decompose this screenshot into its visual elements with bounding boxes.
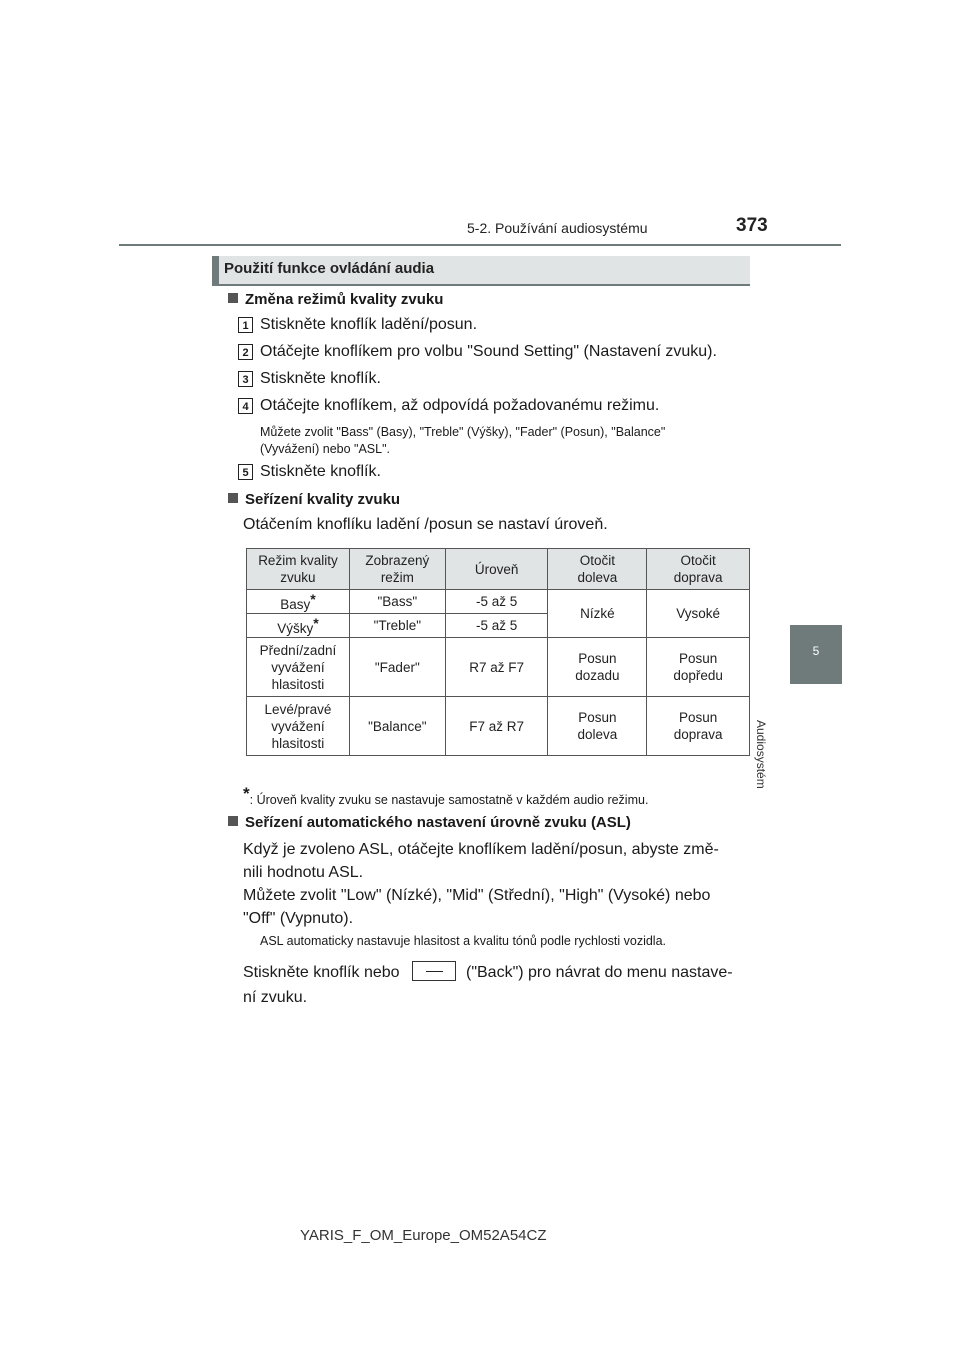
right-line-1: Posun <box>678 710 718 725</box>
step-3-text: Stiskněte knoflík. <box>260 370 381 387</box>
cell-level: R7 až F7 <box>445 638 548 697</box>
chapter-side-label: Audiosystém <box>754 720 768 789</box>
header-turn-right <box>647 549 750 590</box>
asl-line-3: Můžete zvolit "Low" (Nízké), "Mid" (Střední), "High" (Vysoké) nebo <box>243 887 711 904</box>
cell-level: -5 až 5 <box>445 614 548 638</box>
mode-line-1: Přední/zadní <box>259 642 337 658</box>
cell-display: "Treble" <box>349 614 445 638</box>
step-2-badge: 2 <box>238 344 253 360</box>
adjust-heading-text: Seřízení kvality zvuku <box>245 491 401 508</box>
step-2-text: Otáčejte knoflíkem pro volbu "Sound Setting" (Nastavení zvuku). <box>260 343 717 360</box>
header-mode-line-2: zvuku <box>280 570 316 585</box>
header-display-line-1: Zobrazený <box>365 553 430 568</box>
mode-note <box>260 424 755 458</box>
adjust-text: Otáčením knoflíku ladění /posun se nastaví úroveň. <box>243 516 608 533</box>
adjust-heading <box>228 491 400 508</box>
header-right-line-2: doprava <box>673 570 723 585</box>
mode-line-2: vyvážení <box>271 718 325 734</box>
dash-icon <box>426 971 443 972</box>
table-row <box>247 590 750 614</box>
asl-line-4: "Off" (Vypnuto). <box>243 910 354 927</box>
header-left-line-2: doleva <box>577 570 618 585</box>
step-5-text: Stiskněte knoflík. <box>260 463 381 480</box>
header-display-line-2: režim <box>380 570 414 585</box>
header-right-line-1: Otočit <box>680 553 716 568</box>
mode-note-line-2: (Vyvážení) nebo "ASL". <box>260 442 391 456</box>
asl-line-2: nili hodnotu ASL. <box>243 864 364 881</box>
cell-turn-right <box>647 697 750 756</box>
left-line-2: doleva <box>577 727 618 742</box>
chapter-side-tab-number: 5 <box>812 644 820 658</box>
step-3-badge: 3 <box>238 371 253 387</box>
step-4-badge: 4 <box>238 398 253 414</box>
asterisk-marker: * <box>243 784 250 803</box>
mode-heading-text: Změna režimů kvality zvuku <box>245 291 444 308</box>
mode-note-line-1: Můžete zvolit "Bass" (Basy), "Treble" (Výšky), "Fader" (Posun), "Balance" <box>260 425 666 439</box>
mode-heading <box>228 291 443 308</box>
table-header-row <box>247 549 750 590</box>
step-1-text: Stiskněte knoflík ladění/posun. <box>260 316 478 333</box>
back-text-after: ("Back") pro návrat do menu nastave- <box>466 964 733 981</box>
asterisk-marker: * <box>310 591 316 607</box>
cell-mode <box>247 638 350 697</box>
cell-mode <box>247 697 350 756</box>
section-banner <box>212 256 750 286</box>
asl-note: ASL automaticky nastavuje hlasitost a kvalitu tónů podle rychlosti vozidla. <box>260 934 666 948</box>
document-footer: YARIS_F_OM_Europe_OM52A54CZ <box>300 1227 547 1244</box>
right-line-2: doprava <box>673 727 723 742</box>
header-level: Úroveň <box>445 549 548 590</box>
cell-mode <box>247 614 350 638</box>
mode-line-3: hlasitosti <box>271 676 325 692</box>
section-banner-accent <box>212 256 219 286</box>
back-button-icon <box>412 961 456 981</box>
table-row <box>247 697 750 756</box>
asl-heading <box>228 814 631 831</box>
header-left-line-1: Otočit <box>579 553 615 568</box>
chapter-title: 5-2. Používání audiosystému <box>467 220 648 236</box>
cell-display: "Fader" <box>349 638 445 697</box>
cell-turn-left: Nízké <box>548 590 647 638</box>
mode-text: Výšky <box>277 621 314 636</box>
asterisk-marker: * <box>313 615 319 631</box>
back-text-line-2: ní zvuku. <box>243 989 308 1006</box>
asl-line-1: Když je zvoleno ASL, otáčejte knoflíkem ladění/posun, abyste změ- <box>243 841 719 858</box>
cell-level: -5 až 5 <box>445 590 548 614</box>
cell-display: "Balance" <box>349 697 445 756</box>
cell-mode <box>247 590 350 614</box>
mode-line-2: vyvážení <box>271 659 325 675</box>
cell-display: "Bass" <box>349 590 445 614</box>
step-5-badge: 5 <box>238 464 253 480</box>
cell-turn-left <box>548 697 647 756</box>
cell-turn-right: Vysoké <box>647 590 750 638</box>
header-display <box>349 549 445 590</box>
mode-line-3: hlasitosti <box>271 735 325 751</box>
right-line-2: dopředu <box>673 668 723 683</box>
cell-level: F7 až R7 <box>445 697 548 756</box>
page-number: 373 <box>736 215 768 236</box>
square-bullet-icon <box>228 816 238 826</box>
square-bullet-icon <box>228 293 238 303</box>
asl-heading-text: Seřízení automatického nastavení úrovně zvuku (ASL) <box>245 814 631 831</box>
footnote-text: : Úroveň kvality zvuku se nastavuje samostatně v každém audio režimu. <box>249 793 649 807</box>
asl-body <box>243 838 750 930</box>
square-bullet-icon <box>228 493 238 503</box>
header-turn-left <box>548 549 647 590</box>
table-row <box>247 638 750 697</box>
header-mode-line-1: Režim kvality <box>258 553 338 568</box>
sound-mode-table <box>246 548 750 756</box>
step-1-badge: 1 <box>238 317 253 333</box>
section-title: Použití funkce ovládání audia <box>224 260 435 277</box>
footnote <box>243 785 648 809</box>
cell-turn-right <box>647 638 750 697</box>
step-4-text: Otáčejte knoflíkem, až odpovídá požadovanému režimu. <box>260 397 660 414</box>
left-line-1: Posun <box>578 710 617 725</box>
left-line-1: Posun <box>578 651 617 666</box>
header-mode <box>247 549 350 590</box>
mode-text: Basy <box>280 597 311 612</box>
mode-line-1: Levé/pravé <box>264 701 332 717</box>
left-line-2: dozadu <box>575 668 620 683</box>
cell-turn-left <box>548 638 647 697</box>
header-rule <box>119 244 841 246</box>
back-text-before: Stiskněte knoflík nebo <box>243 964 400 981</box>
right-line-1: Posun <box>678 651 718 666</box>
